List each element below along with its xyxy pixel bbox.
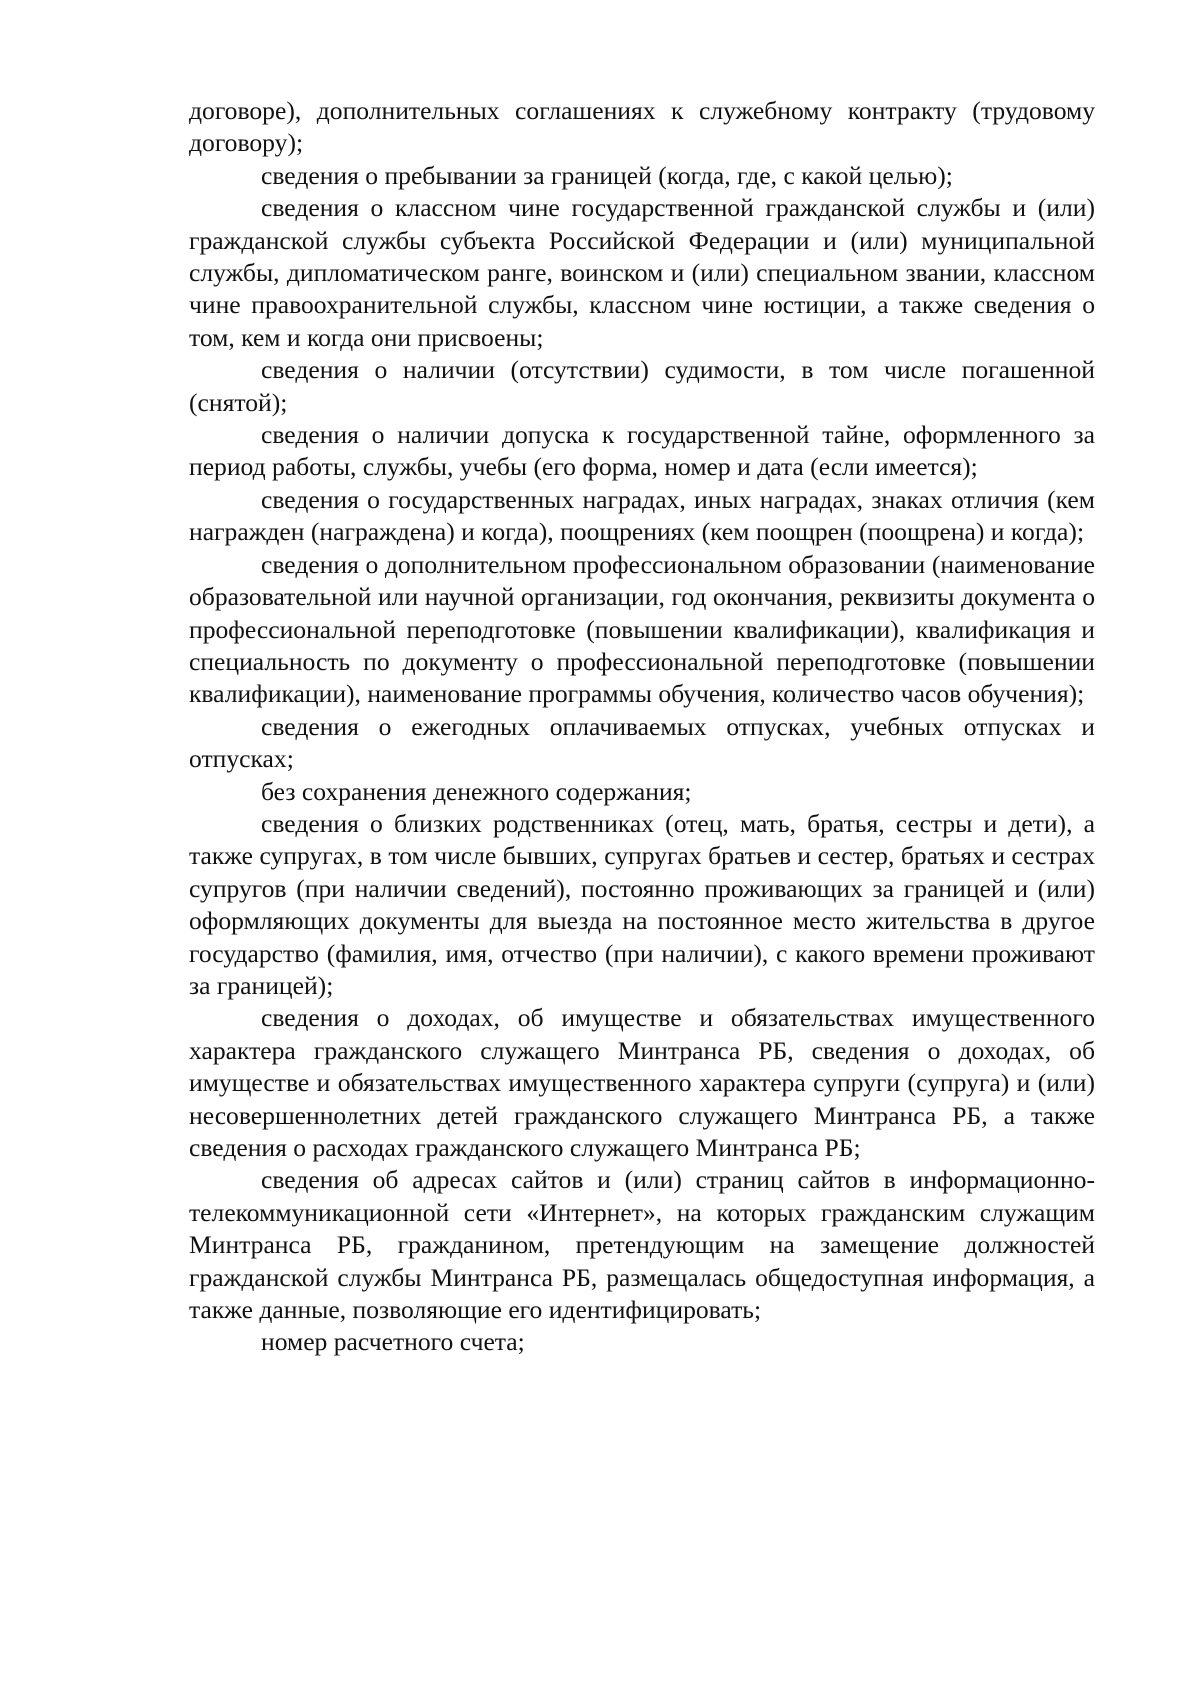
paragraph: номер расчетного счета;	[261, 1327, 525, 1357]
paragraph: сведения о пребывании за границей (когда, где, с какой целью);	[261, 160, 953, 190]
document-body	[189, 95, 1095, 1359]
paragraph: сведения о доходах, об имуществе и обязательствах имущественного характера гражданского служащего Минтранса РБ, сведения о доходах, об имуществе и обязательствах имущественного характера супруги (супруга) и (или) несовершеннолетних детей гражданского служащего Минтранса РБ, а также сведения о расходах гражданского служащего Минтранса РБ;	[189, 1003, 1095, 1162]
paragraph-continuation: договоре), дополнительных соглашениях к служебному контракту (трудовому договору);	[189, 96, 1095, 158]
paragraph: сведения о дополнительном профессиональном образовании (наименование образовательной или научной организации, год окончания, реквизиты документа о профессиональной переподготовке (повышении квалификации), квалификация и специальность по документу о профессиональной переподготовке (повышении квалификации), наименование программы обучения, количество часов обучения);	[189, 549, 1095, 709]
paragraph: сведения о ежегодных оплачиваемых отпусках, учебных отпусках и отпусках;	[189, 711, 1095, 774]
paragraph: сведения об адресах сайтов и (или) страниц сайтов в информационно-телекоммуникационной сети «Интернет», на которых гражданским служащим Минтранса РБ, гражданином, претендующим на замещение должностей гражданской службы Минтранса РБ, размещалась общедоступная информация, а также данные, позволяющие его идентифицировать;	[189, 1165, 1095, 1325]
paragraph: сведения о классном чине государственной гражданской службы и (или) гражданской службы субъекта Российской Федерации и (или) муниципальной службы, дипломатическом ранге, воинском и (или) специальном звании, классном чине правоохранительной службы, классном чине юстиции, а также сведения о том, кем и когда они присвоены;	[189, 193, 1095, 352]
paragraph: сведения о наличии допуска к государственной тайне, оформленного за период работы, службы, учебы (его форма, номер и дата (если имеется);	[189, 420, 1095, 482]
paragraph: сведения о государственных наградах, иных наградах, знаках отличия (кем награжден (награждена) и когда), поощрениях (кем поощрен (поощрена) и когда);	[189, 484, 1095, 547]
paragraph: без сохранения денежного содержания;	[261, 776, 692, 806]
paragraph: сведения о близких родственниках (отец, мать, братья, сестры и дети), а также супругах, в том числе бывших, супругах братьев и сестер, братьях и сестрах супругов (при наличии сведений), постоянно проживающих за границей и (или) оформляющих документы для выезда на постоянное место жительства в другое государство (фамилия, имя, отчество (при наличии), с какого времени проживают за границей);	[189, 808, 1095, 1000]
paragraph: сведения о наличии (отсутствии) судимости, в том числе погашенной (снятой);	[189, 355, 1095, 417]
